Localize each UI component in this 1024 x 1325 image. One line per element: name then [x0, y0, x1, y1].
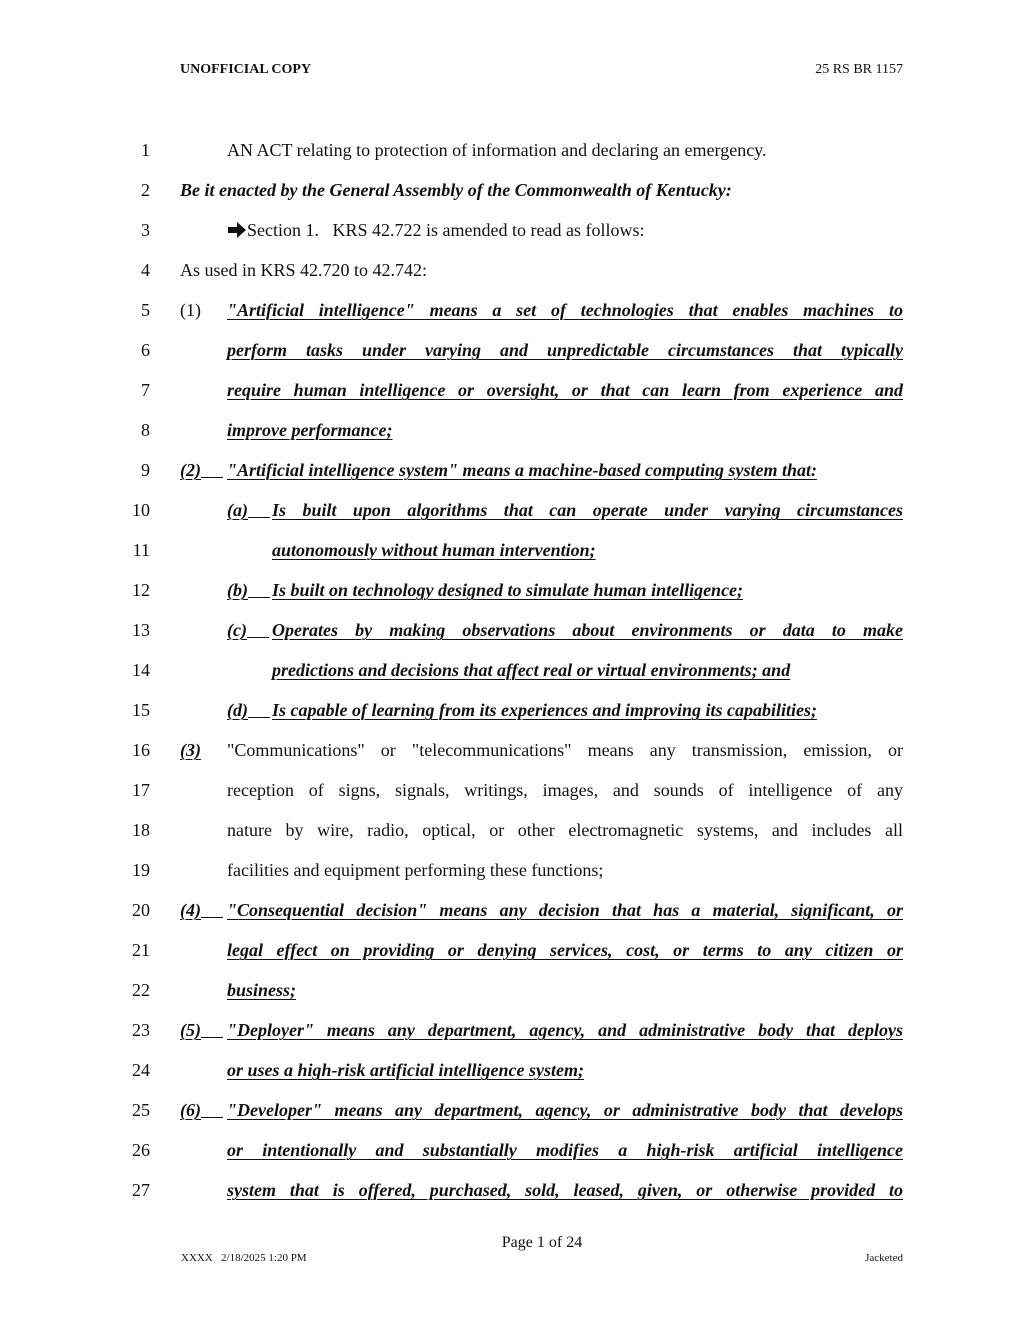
arrow-right-icon	[227, 218, 247, 242]
line-number: 13	[132, 620, 150, 640]
document-line	[0, 1098, 1024, 1126]
line-number: 10	[132, 500, 150, 520]
line-number: 21	[132, 940, 150, 960]
line-number: 15	[132, 700, 150, 720]
line-number: 6	[141, 340, 150, 360]
document-line	[0, 858, 1024, 886]
document-line	[0, 258, 1024, 286]
document-line	[0, 618, 1024, 646]
inserted-text: Operates by making observations about environments or data to make	[272, 620, 903, 640]
inserted-text: "Artificial intelligence" means a set of technologies that enables machines to	[227, 300, 903, 320]
inserted-text: business;	[227, 980, 297, 1000]
subsection-marker: (6)	[180, 1098, 223, 1122]
line-number: 25	[132, 1100, 150, 1120]
inserted-text: or intentionally and substantially modifies a high-risk artificial intelligence	[227, 1140, 903, 1160]
inserted-text: "Developer" means any department, agency, or administrative body that develops	[227, 1100, 903, 1120]
line-number: 5	[141, 300, 150, 320]
paragraph-marker: (c)	[227, 618, 269, 642]
document-line	[0, 1178, 1024, 1206]
document-line	[0, 698, 1024, 726]
line-number: 8	[141, 420, 150, 440]
document-line	[0, 338, 1024, 366]
line-number: 23	[132, 1020, 150, 1040]
header-right: 25 RS BR 1157	[815, 62, 903, 77]
line-number: 12	[132, 580, 150, 600]
line-number: 11	[132, 540, 150, 560]
document-line	[0, 178, 1024, 206]
document-line	[0, 938, 1024, 966]
document-line	[0, 1138, 1024, 1166]
inserted-text: "Consequential decision" means any decision that has a material, significant, or	[227, 900, 903, 920]
document-line	[0, 538, 1024, 566]
section-heading-text: Section 1. KRS 42.722 is amended to read as follows:	[247, 220, 645, 240]
footer-left: XXXX 2/18/2025 1:20 PM	[181, 1252, 307, 1264]
paragraph-marker: (b)	[227, 578, 270, 602]
document-line	[0, 138, 1024, 166]
line-number: 26	[132, 1140, 150, 1160]
document-line	[0, 898, 1024, 926]
inserted-text: autonomously without human intervention;	[272, 540, 596, 560]
document-line	[0, 498, 1024, 526]
inserted-text: Is built on technology designed to simulate human intelligence;	[272, 580, 744, 600]
line-number: 2	[141, 180, 150, 200]
inserted-text: "Artificial intelligence system" means a machine-based computing system that:	[227, 460, 817, 480]
line-number: 20	[132, 900, 150, 920]
line-number: 1	[141, 140, 150, 160]
inserted-text: Is capable of learning from its experiences and improving its capabilities;	[272, 700, 817, 720]
subsection-marker: (1)	[180, 300, 201, 320]
line-number: 14	[132, 660, 150, 680]
document-line	[0, 818, 1024, 846]
line-number: 24	[132, 1060, 150, 1080]
line-number: 22	[132, 980, 150, 1000]
paragraph-marker: (a)	[227, 498, 270, 522]
subsection-marker: (2)	[180, 458, 223, 482]
document-line	[0, 778, 1024, 806]
subsection-marker: (5)	[180, 1018, 223, 1042]
document-line	[0, 378, 1024, 406]
header-left: UNOFFICIAL COPY	[180, 62, 312, 77]
inserted-text: perform tasks under varying and unpredictable circumstances that typically	[227, 340, 903, 360]
line-number: 19	[132, 860, 150, 880]
document-line	[0, 578, 1024, 606]
document-line	[0, 458, 1024, 486]
line-number: 9	[141, 460, 150, 480]
line-number: 7	[141, 380, 150, 400]
line-number: 17	[132, 780, 150, 800]
inserted-text: legal effect on providing or denying services, cost, or terms to any citizen or	[227, 940, 903, 960]
subsection-marker: (4)	[180, 898, 223, 922]
existing-text: "Communications" or "telecommunications" means any transmission, emission, or	[227, 740, 903, 760]
line-number: 16	[132, 740, 150, 760]
line-number: 27	[132, 1180, 150, 1200]
inserted-text: predictions and decisions that affect real or virtual environments; and	[272, 660, 791, 680]
section-heading	[227, 218, 644, 242]
document-line	[0, 658, 1024, 686]
inserted-text: system that is offered, purchased, sold, leased, given, or otherwise provided to	[227, 1180, 903, 1200]
line-number: 18	[132, 820, 150, 840]
line-number: 3	[141, 220, 150, 240]
document-line	[0, 418, 1024, 446]
inserted-text: "Deployer" means any department, agency, and administrative body that deploys	[227, 1020, 903, 1040]
document-line	[0, 1058, 1024, 1086]
line-number: 4	[141, 260, 150, 280]
inserted-text: or uses a high-risk artificial intelligence system;	[227, 1060, 585, 1080]
document-line	[0, 298, 1024, 326]
document-line	[0, 738, 1024, 766]
paragraph-marker: (d)	[227, 698, 270, 722]
inserted-text: Is built upon algorithms that can operate under varying circumstances	[272, 500, 903, 520]
page-number: Page 1 of 24	[501, 1234, 583, 1251]
existing-text: nature by wire, radio, optical, or other electromagnetic systems, and includes all	[227, 820, 903, 840]
act-title: AN ACT relating to protection of information and declaring an emergency.	[227, 140, 767, 160]
inserted-text: require human intelligence or oversight, or that can learn from experience and	[227, 380, 903, 400]
existing-text: facilities and equipment performing these functions;	[227, 860, 604, 880]
enacting-clause: Be it enacted by the General Assembly of the Commonwealth of Kentucky:	[180, 180, 732, 200]
document-line	[0, 978, 1024, 1006]
inserted-text: improve performance;	[227, 420, 393, 440]
document-line	[0, 218, 1024, 246]
existing-text: reception of signs, signals, writings, images, and sounds of intelligence of any	[227, 780, 903, 800]
footer-right: Jacketed	[865, 1252, 903, 1264]
subsection-marker: (3)	[180, 740, 201, 760]
definitions-intro: As used in KRS 42.720 to 42.742:	[180, 260, 428, 280]
document-line	[0, 1018, 1024, 1046]
